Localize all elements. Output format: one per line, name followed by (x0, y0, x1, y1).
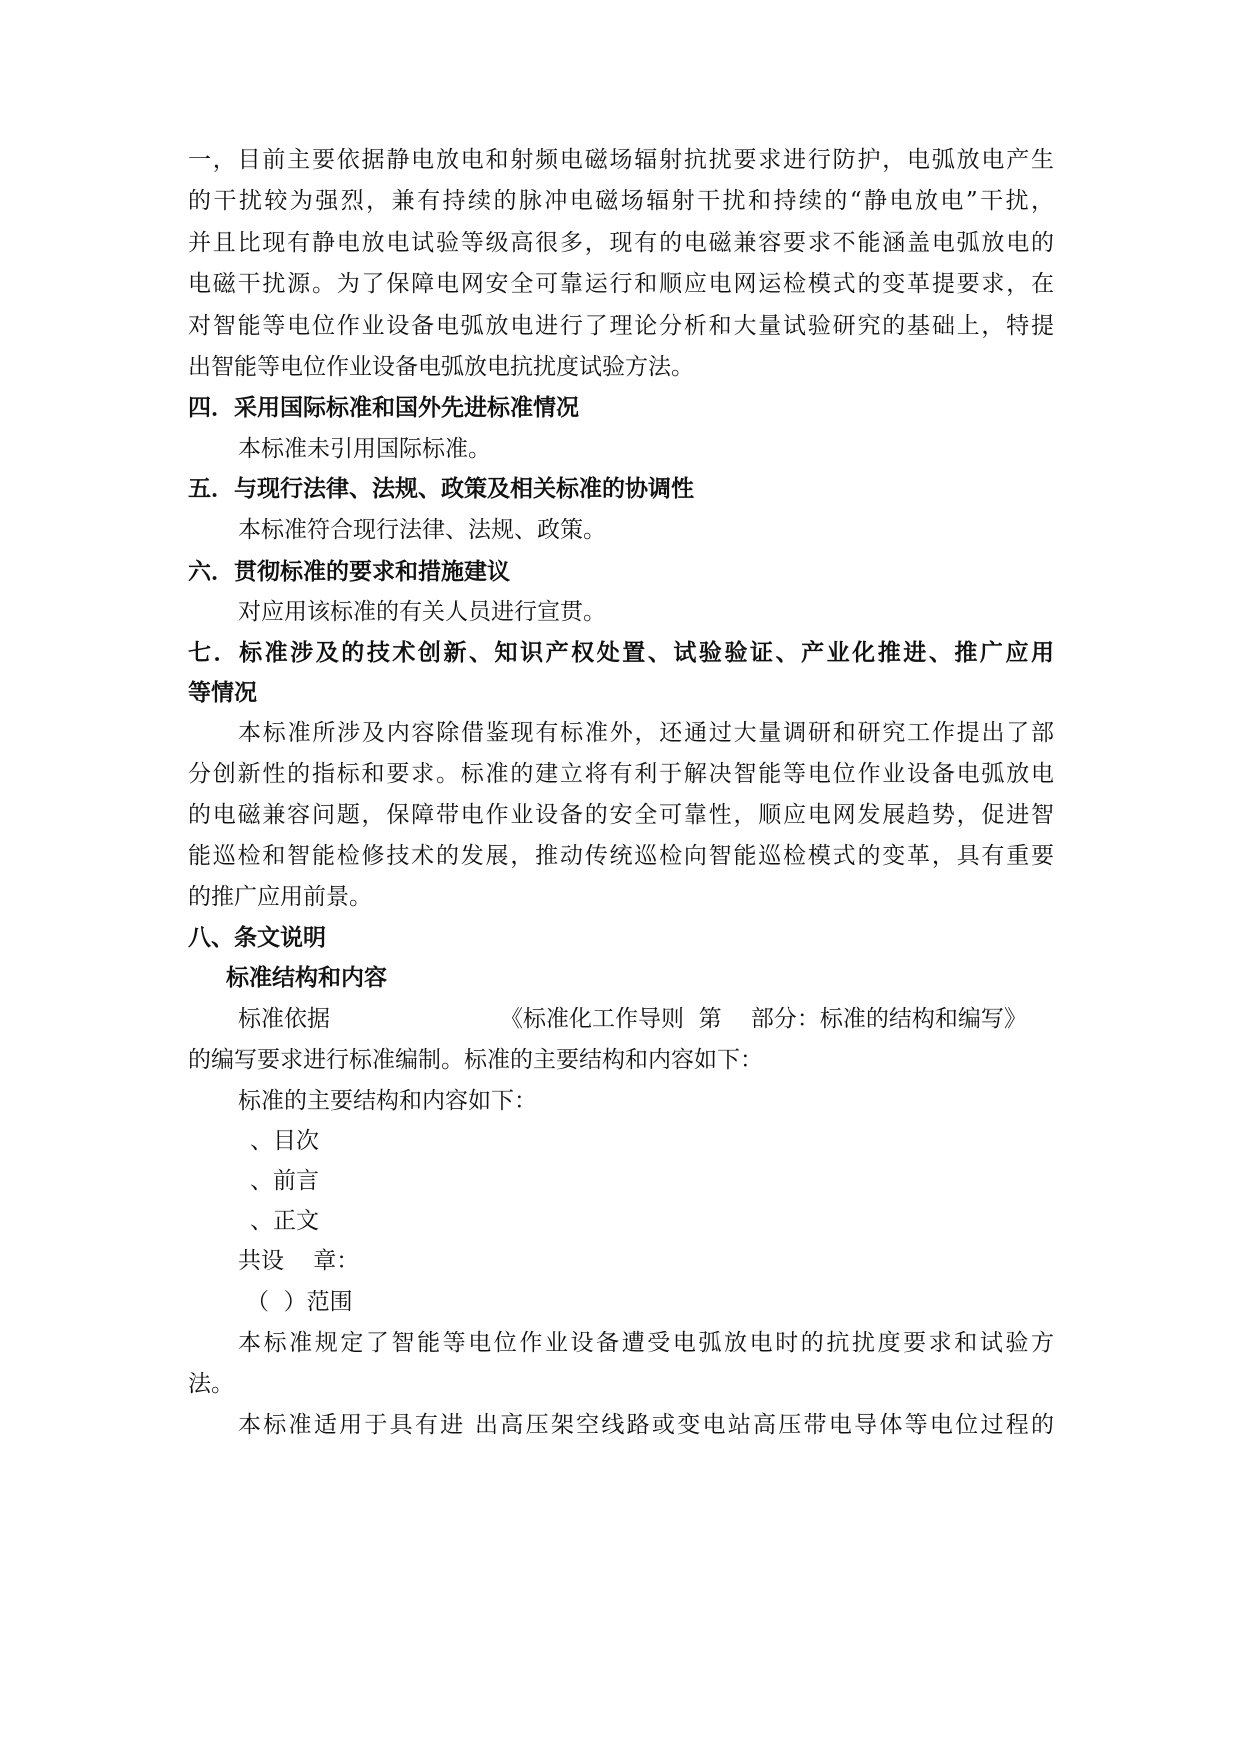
section-8-basis-right: 《标准化工作导则 第 部分：标准的结构和编写》 (500, 1006, 1027, 1032)
section-8-chapters: 共设 章： (238, 1248, 360, 1274)
paragraph-1-line-3: 并且比现有静电放电试验等级高很多，现有的电磁兼容要求不能涵盖电弧放电的 (188, 230, 1054, 256)
paragraph-1-line-6: 出智能等电位作业设备电弧放电抗扰度试验方法。 (188, 354, 694, 380)
section-7-heading-line-2: 等情况 (188, 680, 257, 706)
section-8-item-1: 、目次 (250, 1128, 319, 1154)
section-8-scope-heading: （ ）范围 (246, 1289, 353, 1315)
section-7-line-5: 的推广应用前景。 (188, 884, 372, 910)
section-8-scope-line-1: 本标准规定了智能等电位作业设备遭受电弧放电时的抗扰度要求和试验方 (238, 1330, 1054, 1356)
paragraph-1-line-4: 电磁干扰源。为了保障电网安全可靠运行和顺应电网运检模式的变革提要求，在 (188, 271, 1054, 297)
section-5-body: 本标准符合现行法律、法规、政策。 (238, 517, 606, 543)
section-7-line-3: 的电磁兼容问题，保障带电作业设备的安全可靠性，顺应电网发展趋势，促进智 (188, 802, 1054, 828)
section-8-basis-left: 标准依据 (238, 1006, 330, 1032)
section-5-heading: 五．与现行法律、法规、政策及相关标准的协调性 (188, 476, 694, 502)
section-8-heading: 八、条文说明 (188, 925, 326, 951)
section-8-item-3: 、正文 (250, 1208, 319, 1234)
section-4-heading: 四．采用国际标准和国外先进标准情况 (188, 395, 579, 421)
section-7-line-1: 本标准所涉及内容除借鉴现有标准外，还通过大量调研和研究工作提出了部 (238, 720, 1054, 746)
section-7-line-4: 能巡检和智能检修技术的发展，推动传统巡检向智能巡检模式的变革，具有重要 (188, 843, 1054, 869)
section-8-scope-line-2: 法。 (188, 1371, 234, 1397)
section-6-body: 对应用该标准的有关人员进行宣贯。 (238, 599, 606, 625)
section-8-scope-line-3: 本标准适用于具有进 出高压架空线路或变电站高压带电导体等电位过程的 (238, 1412, 1054, 1438)
section-6-heading: 六．贯彻标准的要求和措施建议 (188, 559, 510, 585)
section-7-heading-line-1: 七．标准涉及的技术创新、知识产权处置、试验验证、产业化推进、推广应用 (188, 640, 1054, 666)
section-7-line-2: 分创新性的指标和要求。标准的建立将有利于解决智能等电位作业设备电弧放电 (188, 761, 1054, 787)
section-8-subheading: 标准结构和内容 (226, 965, 387, 991)
paragraph-1-line-5: 对智能等电位作业设备电弧放电进行了理论分析和大量试验研究的基础上，特提 (188, 313, 1054, 339)
paragraph-1-line-2: 的干扰较为强烈，兼有持续的脉冲电磁场辐射干扰和持续的“静电放电”干扰， (188, 188, 1054, 214)
paragraph-1-line-1: 一，目前主要依据静电放电和射频电磁场辐射抗扰要求进行防护，电弧放电产生 (188, 147, 1054, 173)
section-8-structure-intro: 标准的主要结构和内容如下： (238, 1088, 537, 1114)
section-4-body: 本标准未引用国际标准。 (238, 436, 491, 462)
section-8-item-2: 、前言 (250, 1168, 319, 1194)
section-8-basis-line-2: 的编写要求进行标准编制。标准的主要结构和内容如下： (188, 1047, 763, 1073)
